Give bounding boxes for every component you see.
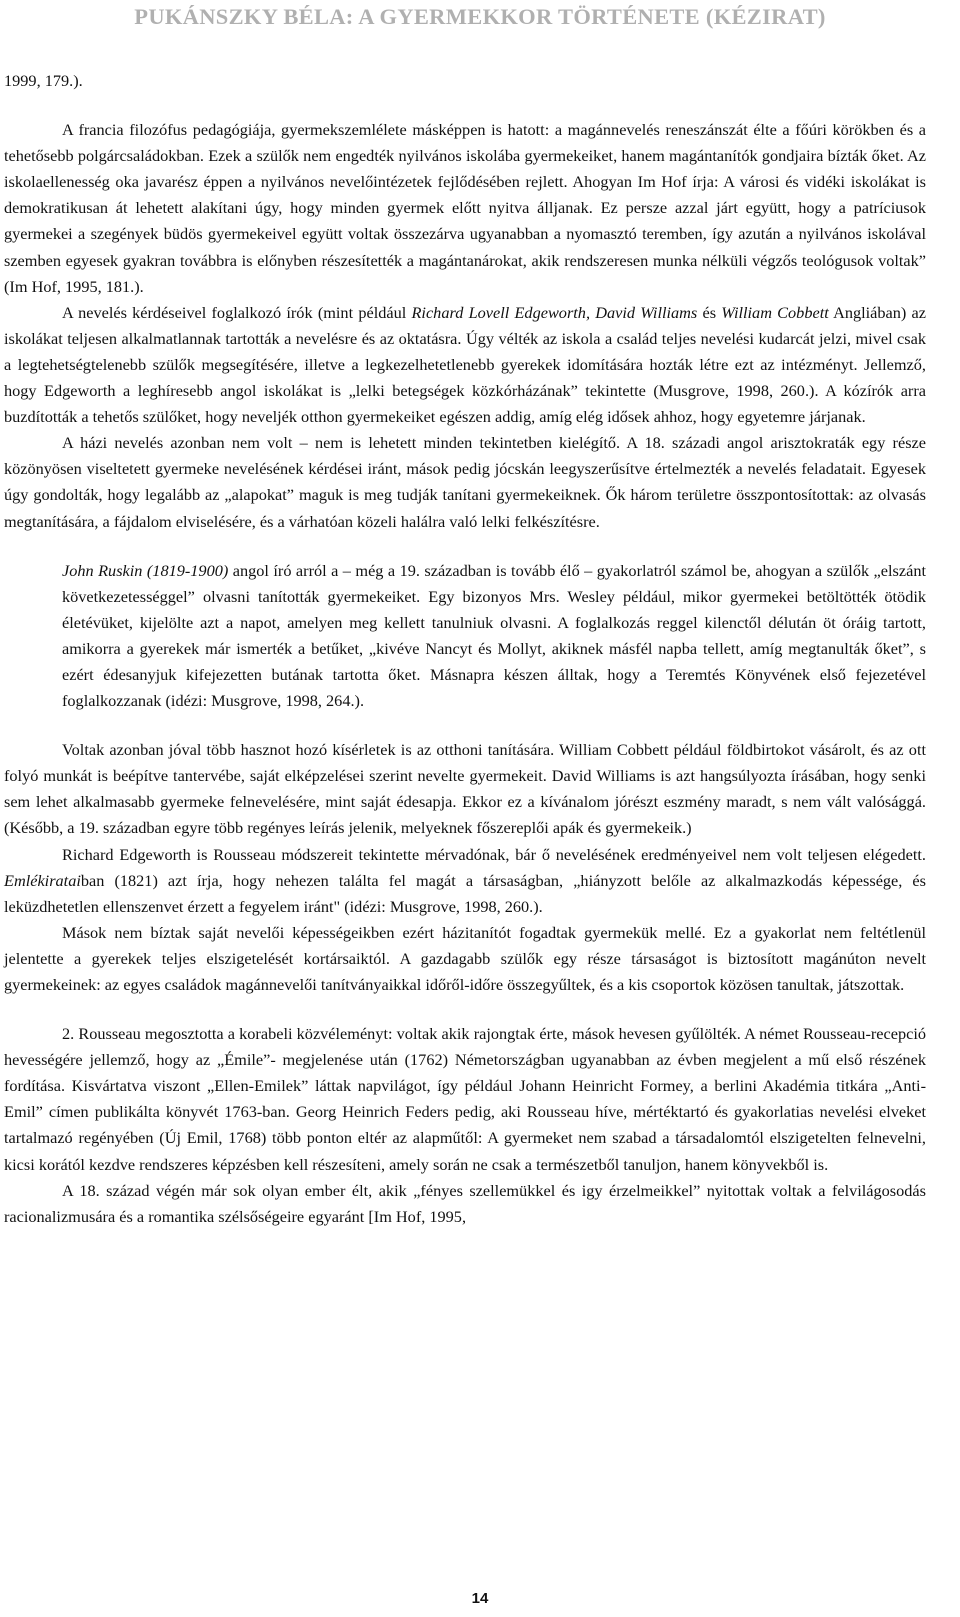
quote-ruskin: John Ruskin (1819-1900) angol író arról a – még a 19. században is tovább élő – gyakorlatról számol be, ahogyan a szülők „elszánt következetességgel” olvasni tanították gyermekeiket. Egy bizonyos Mrs. Wesley például, mikor gyermekei betöltötték ötödik életévüket, kijelölte azt a napot, amelyen meg kellett tanulniuk olvasni. A foglalkozás reggel kilenctől délután öt óráig tartott, amikorra a gyerekek már ismerték a betűket, „kivéve Nancyt és Mollyt, akiknek másfél napba tellett, amíg megtanulták őket”, s ezért édesanyjuk kifejezetten butának tartotta őket. Másnapra készen álltak, hogy a Teremtés Könyvének első fejezetével foglalkozzanak (idézi: Musgrove, 1998, 264.). [62, 560, 926, 711]
paragraph-private-education: A francia filozófus pedagógiája, gyermekszemlélete másképpen is hatott: a magánnevelés reneszánszát élte a főúri körökben és a tehetősebb polgárcsaládokban. Ezek a szülők nem engedték nyilvános iskolába gyermekeiket, hanem magántanítók gondjaira bízták őket. Az iskolaellenesség oka javarész éppen a nyilvános nevelőintézetek fejlődésében rejlett. Ahogyan Im Hof írja: A városi és vidéki iskolákat is demokratikusan át lehetett alakítani úgy, hogy minden gyermek előtt nyitva álljanak. Ez persze azzal járt együtt, hogy a patríciusok gyermekei a szegények büdös gyermekeivel együtt voltak összezárva ugyanabban a nyomasztó teremben, így azután a nyilvános iskolával szemben egyesek gyakran továbbra is előnyben részesítették a magántanárokat, akik rendszeresen munka nélküli végzős teológusok voltak” (Im Hof, 1995, 181.). [4, 120, 926, 296]
paragraph-english-writers: A nevelés kérdéseivel foglalkozó írók (mint például Richard Lovell Edgeworth, David Williams és William Cobbett Angliában) az iskolákat teljesen alkalmatlannak tartották a nevelésre és az oktatásra. Úgy vélték az iskola a család teljes nevelési kudarcát jelzi, mivel csak a legtehetségtelenebb szülők megsegítésére, illetve a legkezelhetetlenebb gyerekek idomítására hozták létre ezt az intézményt. Jellemző, hogy Edgeworth a leghíresebb angol iskolákat is „lelki betegségek közkórházának” tekintette (Musgrove, 1998, 260.). A kózírók arra buzdították a tehetős szülőket, hogy neveljék otthon gyermekeiket egészen addig, amíg elég idősek ahhoz, hogy egyetemre járjanak. [4, 302, 927, 427]
page-body [4, 68, 926, 1230]
page-number: 14 [471, 1590, 489, 1607]
italic-names: Richard Lovell Edgeworth, David Williams [411, 302, 698, 322]
paragraph-experiments: Voltak azonban jóval több hasznot hozó kísérletek is az otthoni tanítására. William Cobbett például földbirtokot vásárolt, és az ott folyó munkát is beépítve tantervébe, saját elképzelései szerint nevelte gyermekeit. David Williams is azt hangsúlyozta írásában, hogy senki sem lehet alkalmasabb gyermeke felnevelésére, mint saját édesapja. Ekkor ez a kívánalom jórészt eszmény maradt, s nem vált valósággá. (Később, a 19. században egyre több regényes leírás jelenik, melyeknek főszereplői apák és gyermekeik.) [4, 740, 926, 838]
paragraph-edgeworth: Richard Edgeworth is Rousseau módszereit tekintette mérvadónak, bár ő nevelésének eredményeivel nem volt teljesen elégedett. Emlékirataiban (1821) azt írja, hogy nehezen találta fel magát a társaságban, „hiányzott belőle az alkalmazkodás képessége, és leküzdhetetlen ellenszenvet érzett a fegyelem iránt" (idézi: Musgrove, 1998, 260.). [4, 844, 926, 916]
running-header: PUKÁNSZKY BÉLA: A GYERMEKKOR TÖRTÉNETE (KÉZIRAT) [134, 4, 826, 29]
paragraph-18th-century: A 18. század végén már sok olyan ember élt, akik „fényes szellemükkel és igy érzelmeikkel” nyitottak voltak a felvilágosodás racionalizmusára és a romantika szélsőségeire egyaránt [Im Hof, 1995, [4, 1180, 926, 1226]
paragraph-citation-end: 1999, 179.). [4, 71, 83, 90]
italic-name: William Cobbett [721, 302, 829, 322]
paragraph-tutors: Mások nem bíztak saját nevelői képességeikben ezért házitanítót fogadtak gyermekük mellé. Ez a gyakorlat nem feltétlenül jelentette a gyerekek teljes elszigetelését kortársaiktól. A gazdagabb szülők egy része társaságot is biztosított magánúton nevelt gyermekeinek: az egyes családok magánnevelői tanítványaikkal időről-időre összegyűltek, és a kis csoportok közösen tanultak, játszottak. [4, 922, 926, 994]
paragraph-home-education: A házi nevelés azonban nem volt – nem is lehetett minden tekintetben kielégítő. A 18. századi angol arisztokraták egy része közönyösen viseltetett gyermeke nevelésének kérdései iránt, mások pedig jócskán leegyszerűsítve értelmezték a nevelés feladatait. Egyesek úgy gondolták, hogy legalább az „alapokat” maguk is meg tudják tanítani gyermekeiknek. Ők három területre összpontosítottak: az olvasás megtanítására, a fájdalom elviselésére, és a várhatóan közeli halálra való lelki felkészítésre. [4, 433, 926, 531]
italic-title: Emlékiratai [4, 870, 81, 890]
paragraph-rousseau-reception: 2. Rousseau megosztotta a korabeli közvéleményt: voltak akik rajongtak érte, mások hevesen gyűlölték. A német Rousseau-recepció hevességére jellemző, hogy az „Émile”- megjelenése után (1762) Németországban ugyanabban az évben megjelent a mű első részének fordítása. Kisvártatva viszont „Ellen-Emilek” láttak napvilágot, így például Johann Heinricht Formey, a berlini Akadémia titkára „Anti-Emil” címen publikálta könyvét 1763-ban. Georg Heinrich Feders pedig, aki Rousseau híve, mértéktartó és gyakorlatias nevelési elveket tartalmazó regényében (Új Emil, 1768) több ponton eltér az alapműtől: A gyermeket nem szabad a társadalomtól elszigetelten felnevelni, kicsi korától kezdve rendszeres képzésben kell részesíteni, amely során ne csak a természetből tanuljon, hanem könyvekből is. [4, 1024, 926, 1174]
italic-author: John Ruskin (1819-1900) [62, 560, 229, 580]
